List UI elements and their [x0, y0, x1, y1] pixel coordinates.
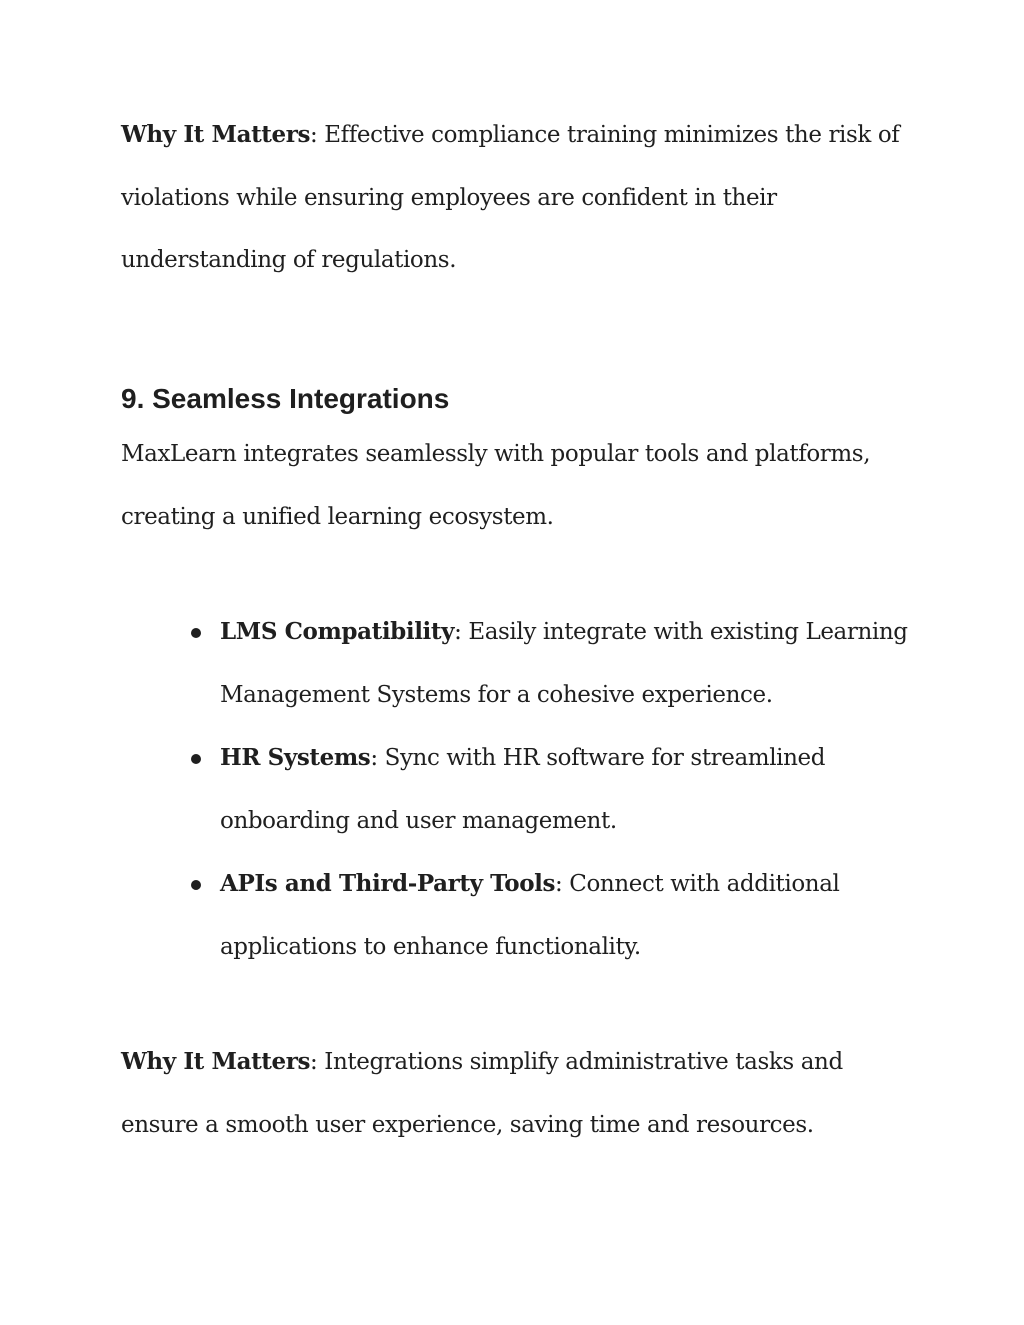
list-item-line-1: [220, 601, 908, 664]
list-item-hr: [220, 727, 825, 852]
conclusion-paragraph: [121, 1031, 843, 1156]
section-body-line-1: MaxLearn integrates seamlessly with popular tools and platforms,: [121, 441, 871, 467]
bullet-dot-icon: [191, 754, 201, 764]
intro-line-3: understanding of regulations.: [121, 247, 457, 273]
conclusion-line-2: ensure a smooth user experience, saving time and resources.: [121, 1111, 814, 1138]
conclusion-label: Why It Matters: [121, 1048, 311, 1075]
bullet-dot-icon: [191, 880, 201, 890]
intro-text-1: : Effective compliance training minimizes the risk of: [310, 122, 900, 148]
bullet-dot-icon: [191, 628, 201, 638]
list-item-label: HR Systems: [220, 744, 371, 771]
list-item-label: APIs and Third-Party Tools: [220, 870, 556, 897]
section-body-line-2: creating a unified learning ecosystem.: [121, 503, 554, 530]
intro-label: Why It Matters: [121, 121, 311, 148]
list-item-label: LMS Compatibility: [220, 618, 455, 645]
list-item-text: : Connect with additional: [555, 871, 840, 897]
section-heading: 9. Seamless Integrations: [121, 383, 450, 414]
list-item-line-2: Management Systems for a cohesive experience.: [220, 681, 773, 708]
list-item-lms: [220, 601, 908, 726]
list-item-text: : Easily integrate with existing Learning: [454, 619, 908, 645]
intro-line-2: violations while ensuring employees are confident in their: [121, 184, 777, 211]
list-item-line-2: applications to enhance functionality.: [220, 933, 641, 960]
list-item-line-2: onboarding and user management.: [220, 807, 617, 834]
list-item-apis: [220, 853, 839, 978]
list-item-text: : Sync with HR software for streamlined: [370, 745, 826, 771]
conclusion-line-1: [121, 1031, 843, 1094]
conclusion-text-1: : Integrations simplify administrative tasks and: [310, 1049, 843, 1075]
list-item-line-1: [220, 853, 839, 916]
list-item-line-1: [220, 727, 825, 790]
